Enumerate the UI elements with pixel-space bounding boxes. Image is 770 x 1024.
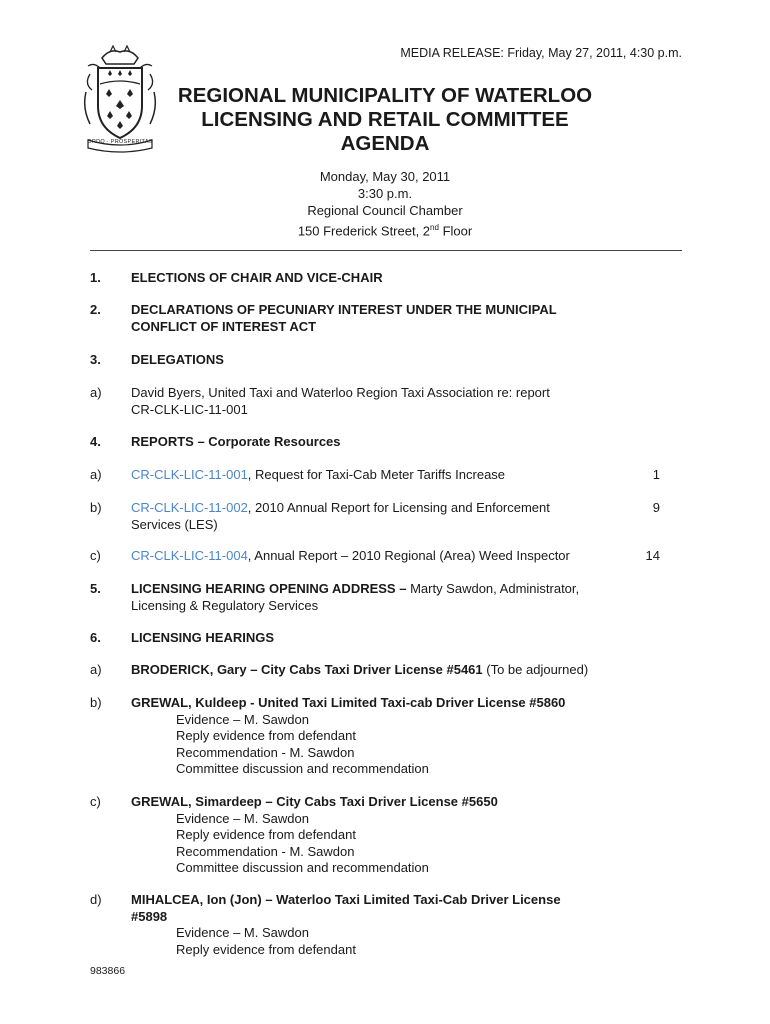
agenda-item-declarations: DECLARATIONS OF PECUNIARY INTEREST UNDER THE MUNICIPAL CONFLICT OF INTEREST ACT [131, 302, 557, 334]
meeting-details [150, 168, 620, 239]
media-release-line: MEDIA RELEASE: Friday, May 27, 2011, 4:30 p.m. [400, 46, 682, 60]
report-item-c: CR-CLK-LIC-11-004, Annual Report – 2010 Regional (Area) Weed Inspector [131, 548, 570, 563]
report-page-number: 14 [645, 548, 660, 563]
header-divider [90, 250, 682, 251]
delegation-byers: David Byers, United Taxi and Waterloo Region Taxi Association re: report CR-CLK-LIC-11-001 [131, 385, 550, 417]
report-link-lic-11-001[interactable]: CR-CLK-LIC-11-001 [131, 467, 248, 482]
meeting-time: 3:30 p.m. [357, 186, 413, 201]
document-number: 983866 [90, 965, 126, 977]
hearing-mihalcea: MIHALCEA, Ion (Jon) – Waterloo Taxi Limited Taxi-Cab Driver License #5898 Evidence – M. Sawdon Reply evidence from defendant [131, 892, 561, 957]
report-link-lic-11-004[interactable]: CR-CLK-LIC-11-004 [131, 548, 248, 563]
agenda-item-opening-address: LICENSING HEARING OPENING ADDRESS – Marty Sawdon, Administrator, Licensing & Regulatory Services [131, 581, 580, 613]
report-page-number: 1 [652, 467, 660, 482]
meeting-room: Regional Council Chamber [307, 203, 463, 218]
agenda-item-reports: REPORTS – Corporate Resources [131, 434, 341, 449]
page-title: REGIONAL MUNICIPALITY OF WATERLOO LICENSING AND RETAIL COMMITTEE AGENDA [177, 84, 593, 155]
hearing-grewal-simardeep: GREWAL, Simardeep – City Cabs Taxi Driver License #5650 Evidence – M. Sawdon Reply evidence from defendant Recommendation - M. Sawdon Committee discussion and recommendation [131, 794, 498, 875]
report-item-a: CR-CLK-LIC-11-001, Request for Taxi-Cab Meter Tariffs Increase [131, 467, 506, 482]
report-item-b: CR-CLK-LIC-11-002, 2010 Annual Report for Licensing and Enforcement Services (LES) [131, 500, 550, 532]
agenda-item-elections: ELECTIONS OF CHAIR AND VICE-CHAIR [131, 270, 383, 285]
hearing-broderick: BRODERICK, Gary – City Cabs Taxi Driver License #5461 (To be adjourned) [131, 662, 589, 677]
meeting-address: 150 Frederick Street, 2nd Floor [297, 223, 473, 239]
report-page-number: 9 [652, 500, 660, 515]
report-link-lic-11-002[interactable]: CR-CLK-LIC-11-002 [131, 500, 248, 515]
agenda-item-hearings: LICENSING HEARINGS [131, 630, 275, 645]
agenda-item-delegations: DELEGATIONS [131, 352, 224, 367]
hearing-grewal-kuldeep: GREWAL, Kuldeep - United Taxi Limited Taxi-cab Driver License #5860 Evidence – M. Sawdon Reply evidence from defendant Recommendation - M. Sawdon Committee discussion and recommendation [131, 695, 566, 776]
meeting-date: Monday, May 30, 2011 [319, 169, 451, 184]
crest-motto: ORDO · PROSPERITAS [87, 139, 153, 145]
